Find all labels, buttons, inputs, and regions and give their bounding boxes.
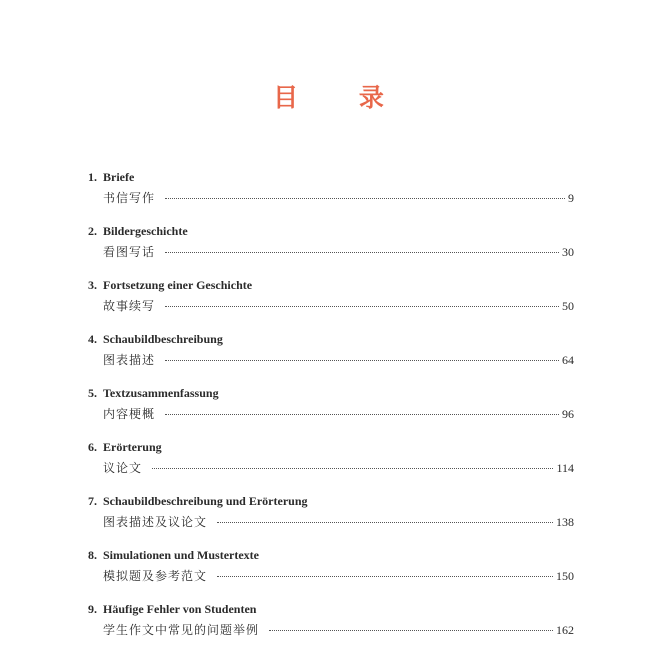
entry-number: 9. [88,602,97,616]
toc-entry-4[interactable] [88,330,574,384]
entry-page-number: 9 [568,191,574,205]
entry-title: Schaubildbeschreibung [103,332,223,346]
table-of-contents [88,168,574,654]
entry-heading [88,222,188,240]
toc-entry-3[interactable] [88,276,574,330]
dot-leader [217,522,553,523]
entry-subtitle: 学生作文中常见的问题举例 [103,623,260,637]
entry-number: 5. [88,386,97,400]
toc-entry-8[interactable] [88,546,574,600]
entry-subtitle-line [103,189,574,207]
dot-leader [152,468,553,469]
dot-leader [165,360,559,361]
entry-page-number: 162 [556,623,574,637]
entry-subtitle: 看图写话 [103,245,156,259]
entry-number: 7. [88,494,97,508]
entry-number: 1. [88,170,97,184]
entry-title: Häufige Fehler von Studenten [103,602,257,616]
entry-page-number: 50 [562,299,574,313]
entry-page-number: 114 [556,461,574,475]
dot-leader [217,576,553,577]
entry-subtitle: 图表描述及议论文 [103,515,208,529]
entry-subtitle-line [103,621,574,639]
entry-subtitle-line [103,351,574,369]
entry-subtitle-line [103,243,574,261]
entry-number: 3. [88,278,97,292]
entry-number: 4. [88,332,97,346]
entry-subtitle-line [103,297,574,315]
entry-subtitle-line [103,513,574,531]
entry-title: Briefe [103,170,135,184]
dot-leader [165,198,565,199]
dot-leader [165,252,559,253]
entry-subtitle-line [103,405,574,423]
entry-number: 6. [88,440,97,454]
entry-title: Textzusammenfassung [103,386,219,400]
entry-subtitle: 故事续写 [103,299,156,313]
entry-page-number: 30 [562,245,574,259]
toc-entry-9[interactable] [88,600,574,654]
toc-entry-5[interactable] [88,384,574,438]
entry-subtitle: 图表描述 [103,353,156,367]
entry-heading [88,384,219,402]
entry-subtitle-line [103,459,574,477]
entry-heading [88,438,162,456]
entry-title: Erörterung [103,440,162,454]
entry-subtitle: 议论文 [103,461,143,475]
toc-entry-7[interactable] [88,492,574,546]
entry-number: 8. [88,548,97,562]
entry-title: Schaubildbeschreibung und Erörterung [103,494,308,508]
toc-entry-6[interactable] [88,438,574,492]
entry-heading [88,600,256,618]
entry-subtitle: 书信写作 [103,191,156,205]
entry-page-number: 150 [556,569,574,583]
toc-entry-2[interactable] [88,222,574,276]
entry-heading [88,168,134,186]
entry-title: Fortsetzung einer Geschichte [103,278,253,292]
entry-page-number: 138 [556,515,574,529]
entry-heading [88,492,308,510]
entry-number: 2. [88,224,97,238]
entry-heading [88,276,252,294]
entry-heading [88,330,223,348]
entry-title: Simulationen und Mustertexte [103,548,259,562]
entry-subtitle-line [103,567,574,585]
entry-page-number: 64 [562,353,574,367]
entry-heading [88,546,259,564]
entry-page-number: 96 [562,407,574,421]
page-title: 目 录 [273,83,410,112]
dot-leader [165,306,559,307]
dot-leader [269,630,553,631]
entry-subtitle: 模拟题及参考范文 [103,569,208,583]
entry-title: Bildergeschichte [103,224,188,238]
toc-entry-1[interactable] [88,168,574,222]
entry-subtitle: 内容梗概 [103,407,156,421]
dot-leader [165,414,559,415]
